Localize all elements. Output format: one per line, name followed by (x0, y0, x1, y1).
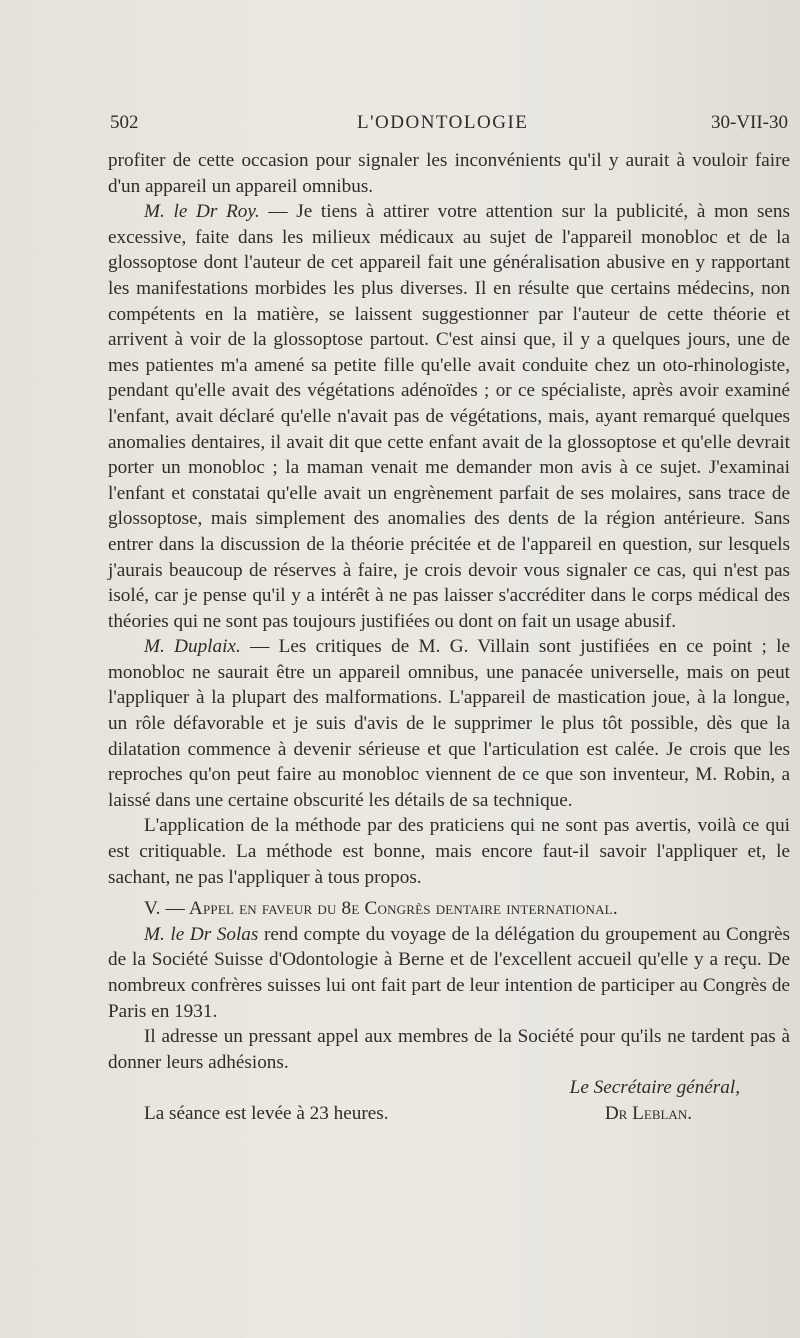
paragraph-duplaix (108, 634, 790, 813)
paragraph-text: — Les critiques de M. G. Villain sont justifiées en ce point ; le monobloc ne saurait être un appareil omnibus, une panacée universelle, mais on peut l'appliquer à la plupart des malformations. L'appareil de mastication joue, à la longue, un rôle défavorable et je suis d'avis de le supprimer le plus tôt possible, dès que la dilatation commence à devenir sérieuse et que l'articulation est calée. Je crois que les reproches qu'on peut faire au monobloc viennent de ce que son inventeur, M. Robin, a laissé dans une certaine obscurité les détails de sa technique. (108, 636, 790, 811)
issue-date: 30-VII-30 (710, 112, 788, 133)
speaker-name: M. le Dr Solas (144, 923, 259, 945)
running-header (110, 112, 788, 134)
page-number: 502 (110, 112, 139, 133)
paragraph-solas (108, 922, 790, 1024)
paragraph-roy (108, 199, 790, 634)
speaker-name: M. Duplaix. (144, 636, 241, 658)
paragraph-application: L'application de la méthode par des praticiens qui ne sont pas avertis, voilà ce qui est critiquable. La méthode est bonne, mais encore faut-il savoir l'appliquer et, le sachant, ne pas l'appliquer à tous propos. (108, 815, 790, 888)
paragraph-text: rend compte du voyage de la délégation du groupement au Congrès de la Société Suisse d'Odontologie à Berne et de l'excellent accueil qu'elle y a reçu. De nombreux confrères suisses lui ont fait part de leur intention de participer au Congrès de Paris en 1931. (108, 923, 790, 1022)
signature-name: Dr Leblan. (604, 1102, 692, 1124)
paragraph-continuation: profiter de cette occasion pour signaler les inconvénients qu'il y aurait à vouloir faire d'un appareil un appareil omnibus. (108, 150, 790, 197)
paragraph-text: — Je tiens à attirer votre attention sur la publicité, à mon sens excessive, faite dans les milieux médicaux au sujet de l'appareil monobloc et de la glossoptose dont l'auteur de cet appareil fait une généralisation abusive en y rapportant les manifestations morbides les plus diverses. Il en résulte que certains médecins, non compétents en la matière, se laissent suggestionner par l'auteur de cette théorie et arrivent à voir de la glossoptose partout. C'est ainsi que, il y a quelques jours, une de mes patientes m'a amené sa petite fille qu'elle avait conduite chez un oto-rhinologiste, pendant qu'elle avait des végétations adénoïdes ; or ce spécialiste, après avoir examiné l'enfant, avait déclaré qu'elle n'avait pas de végétations, mais, ayant remarqué quelques anomalies dentaires, il avait dit que cette enfant avait de la glossoptose et qu'elle devrait porter un monobloc ; la maman venait me demander mon avis à ce sujet. J'examinai l'enfant et constatai qu'elle avait un engrènement parfait de ses molaires, sans trace de glossoptose, mais simplement des anomalies des dents de la région antérieure. Sans entrer dans la discussion de la théorie précitée et de l'appareil en question, sur lesquels j'aurais beaucoup de réserves à faire, je crois devoir vous signaler ce cas, qui n'est pas isolé, car je pense qu'il y a intérêt à ne pas laisser s'accréditer dans le corps médical des théories qui ne sont pas toujours justifiées ou dont on fait un usage abusif. (108, 201, 790, 632)
paragraph-appeal: Il adresse un pressant appel aux membres de la Société pour qu'ils ne tardent pas à donner leurs adhésions. (108, 1026, 790, 1073)
journal-title: L'ODONTOLOGIE (357, 112, 529, 133)
closing-line: La séance est levée à 23 heures. (144, 1102, 389, 1124)
signature-role: Le Secrétaire général, (569, 1077, 740, 1099)
closing-row (108, 1101, 790, 1127)
article-body (108, 148, 790, 1127)
section-heading: V. — Appel en faveur du 8e Congrès dentaire international. (144, 898, 618, 920)
speaker-name: M. le Dr Roy. (144, 201, 260, 223)
signature-role-row (108, 1075, 790, 1101)
